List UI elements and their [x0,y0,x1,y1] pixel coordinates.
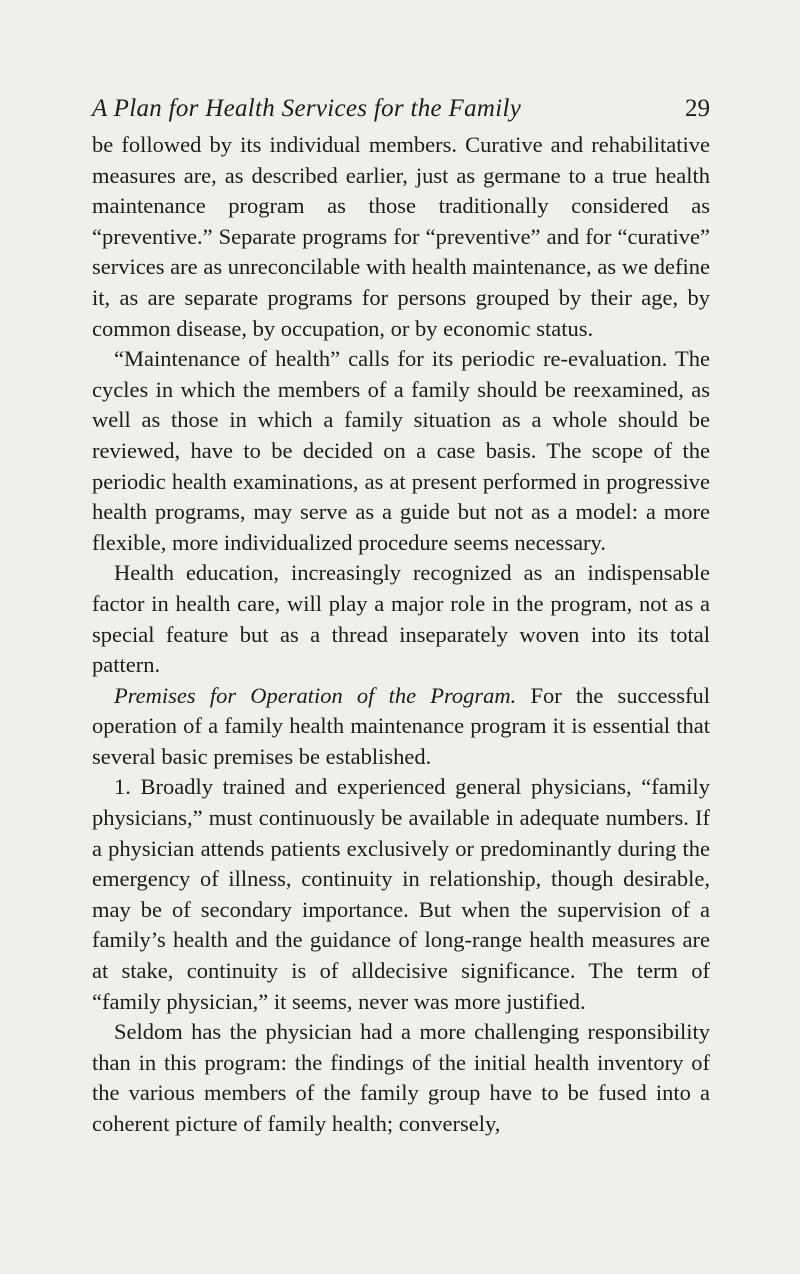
paragraph-physician-responsibility: Seldom has the physician had a more challenging responsibility than in this program: the findings of the initial health inventory of the various members of the family group have to be fused into a coherent picture of family health; conversely, [92,1019,710,1136]
paragraph-premises-text: For the successful operation of a family health maintenance program it is essential that several basic premises be established. [92,682,711,769]
running-title: A Plan for Health Services for the Family [92,95,522,122]
body-text [92,130,710,1140]
paragraph-premise-1: 1. Broadly trained and experienced general physicians, “family physicians,” must continuously be available in adequate numbers. If a physician attends patients exclusively or predominantly during the emergency of illness, continuity in relationship, though desirable, may be of secondary importance. But when the supervision of a family’s health and the guidance of long-range health measures are at stake, continuity is of alldecisive significance. The term of “family physician,” it seems, never was more justified. [92,774,710,1014]
section-heading: Premises for Operation of the Program. [114,682,517,708]
paragraph-maintenance: “Maintenance of health” calls for its periodic re-evaluation. The cycles in which the members of a family should be reexamined, as well as those in which a family situation as a whole should be reviewed, have to be decided on a case basis. The scope of the periodic health examinations, as at present performed in progressive health programs, may serve as a guide but not as a model: a more flexible, more individualized procedure seems necessary. [92,346,710,555]
paragraph-continued: be followed by its individual members. Curative and rehabilitative measures are, as described earlier, just as germane to a true health maintenance program as those traditionally considered as “preventive.” Separate programs for “preventive” and for “curative” services are as unreconcilable with health maintenance, as we define it, as are separate programs for persons grouped by their age, by common disease, by occupation, or by economic status. [92,132,710,341]
paragraph-health-education: Health education, increasingly recognized as an indispensable factor in health care, will play a major role in the program, not as a special feature but as a thread inseparately woven into its total pattern. [92,560,710,678]
paragraph-premises [92,681,710,773]
book-page [92,94,710,1140]
page-number: 29 [685,95,710,122]
running-head [92,94,710,130]
